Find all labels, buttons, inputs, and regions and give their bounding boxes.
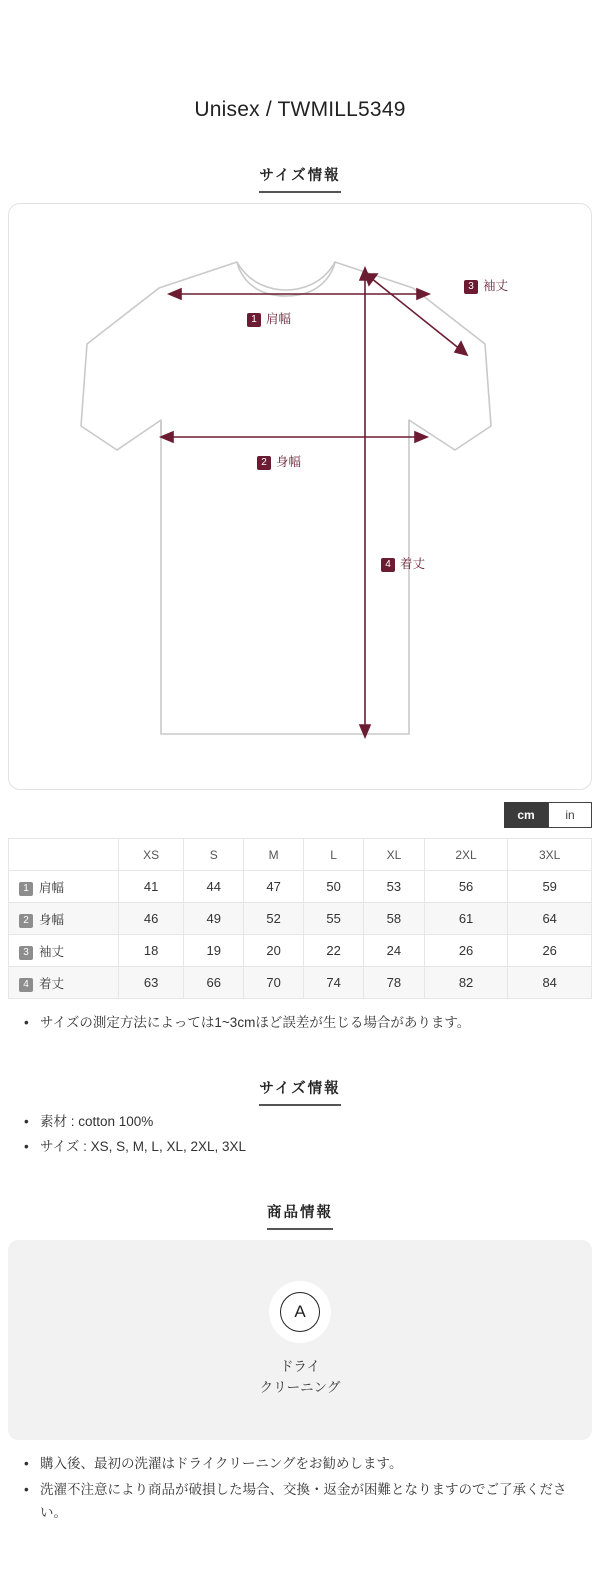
section-heading-size-info-2	[0, 1077, 600, 1098]
cell-bodywidth-s: 49	[184, 903, 244, 935]
cell-bodylength-xl: 78	[364, 967, 425, 999]
cell-sleeve-m: 20	[244, 935, 304, 967]
table-note-item: • サイズの測定方法によっては1~3cmほど誤差が生じる場合があります。	[24, 1011, 586, 1035]
unit-toggle[interactable]	[8, 802, 592, 828]
row-number-3: 3	[19, 946, 33, 960]
spec-note-sizes: • サイズ : XS, S, M, L, XL, 2XL, 3XL	[24, 1135, 586, 1159]
row-label-text-3: 袖丈	[39, 944, 65, 959]
unit-button-cm[interactable]: cm	[504, 802, 548, 828]
section-heading-label-3: 商品情報	[267, 1205, 333, 1230]
table-header-s: S	[184, 839, 244, 871]
row-label-body-length	[9, 967, 119, 999]
cell-bodywidth-3xl: 64	[508, 903, 592, 935]
row-number-4: 4	[19, 978, 33, 992]
care-instruction-box	[8, 1240, 592, 1440]
table-header-l: L	[304, 839, 364, 871]
cell-sleeve-xl: 24	[364, 935, 425, 967]
cell-bodywidth-l: 55	[304, 903, 364, 935]
dimension-label-sleeve-length	[464, 276, 508, 294]
row-label-sleeve-length	[9, 935, 119, 967]
cell-bodylength-m: 70	[244, 967, 304, 999]
cell-sleeve-3xl: 26	[508, 935, 592, 967]
cell-bodywidth-m: 52	[244, 903, 304, 935]
cell-bodywidth-2xl: 61	[424, 903, 508, 935]
table-row	[9, 935, 592, 967]
care-label-line2: クリーニング	[259, 1379, 341, 1395]
dimension-number-4: 4	[381, 558, 395, 572]
cell-sleeve-2xl: 26	[424, 935, 508, 967]
table-header-m: M	[244, 839, 304, 871]
page-title: Unisex / TWMILL5349	[194, 98, 406, 121]
section-heading-label: サイズ情報	[259, 168, 340, 193]
dimension-number-3: 3	[464, 280, 478, 294]
cell-bodylength-l: 74	[304, 967, 364, 999]
cell-shoulder-3xl: 59	[508, 871, 592, 903]
table-header-xl: XL	[364, 839, 425, 871]
row-label-text-2: 身幅	[39, 912, 65, 927]
table-header-row	[9, 839, 592, 871]
cell-sleeve-s: 19	[184, 935, 244, 967]
dimension-label-shoulder-width	[247, 309, 291, 327]
dry-clean-icon-letter: A	[280, 1292, 320, 1332]
measurement-diagram	[8, 203, 592, 790]
row-number-1: 1	[19, 882, 33, 896]
row-label-shoulder-width	[9, 871, 119, 903]
size-table-body	[9, 871, 592, 999]
care-note-item: • 購入後、最初の洗濯はドライクリーニングをお勧めします。	[24, 1452, 586, 1476]
cell-shoulder-s: 44	[184, 871, 244, 903]
spec-note-list	[0, 1110, 600, 1159]
cell-bodywidth-xs: 46	[119, 903, 184, 935]
section-heading-label-2: サイズ情報	[259, 1081, 340, 1106]
row-number-2: 2	[19, 914, 33, 928]
unit-button-in[interactable]: in	[548, 802, 592, 828]
care-note-item: • 洗濯不注意により商品が破損した場合、交換・返金が困難となりますのでご了承ください。	[24, 1478, 586, 1525]
dimension-label-body-width	[257, 452, 301, 470]
row-label-text-4: 着丈	[39, 976, 65, 991]
cell-sleeve-l: 22	[304, 935, 364, 967]
cell-sleeve-xs: 18	[119, 935, 184, 967]
size-table-head	[9, 839, 592, 871]
row-label-text-1: 肩幅	[39, 880, 65, 895]
cell-shoulder-m: 47	[244, 871, 304, 903]
cell-bodywidth-xl: 58	[364, 903, 425, 935]
table-row	[9, 903, 592, 935]
dimension-text-1: 肩幅	[266, 312, 292, 326]
spec-note-material: • 素材 : cotton 100%	[24, 1110, 586, 1134]
dimension-text-3: 袖丈	[483, 279, 509, 293]
care-label	[260, 1357, 341, 1399]
dimension-number-2: 2	[257, 456, 271, 470]
dimension-text-2: 身幅	[276, 455, 302, 469]
table-header-blank	[9, 839, 119, 871]
dimension-text-4: 着丈	[400, 557, 426, 571]
cell-bodylength-3xl: 84	[508, 967, 592, 999]
section-heading-product-info	[0, 1201, 600, 1222]
cell-shoulder-2xl: 56	[424, 871, 508, 903]
size-table	[8, 838, 592, 999]
dry-clean-icon	[269, 1281, 331, 1343]
bottom-spacer	[0, 1527, 600, 1551]
cell-bodylength-2xl: 82	[424, 967, 508, 999]
cell-shoulder-xs: 41	[119, 871, 184, 903]
row-label-body-width	[9, 903, 119, 935]
care-note-list	[0, 1452, 600, 1525]
care-label-line1: ドライ	[279, 1358, 321, 1374]
cell-shoulder-xl: 53	[364, 871, 425, 903]
cell-bodylength-xs: 63	[119, 967, 184, 999]
table-note-list	[0, 1011, 600, 1035]
dimension-label-body-length	[381, 554, 425, 572]
cell-shoulder-l: 50	[304, 871, 364, 903]
cell-bodylength-s: 66	[184, 967, 244, 999]
table-row	[9, 967, 592, 999]
table-header-2xl: 2XL	[424, 839, 508, 871]
section-heading-size-info	[0, 164, 600, 185]
table-header-3xl: 3XL	[508, 839, 592, 871]
table-row	[9, 871, 592, 903]
dimension-number-1: 1	[247, 313, 261, 327]
table-header-xs: XS	[119, 839, 184, 871]
